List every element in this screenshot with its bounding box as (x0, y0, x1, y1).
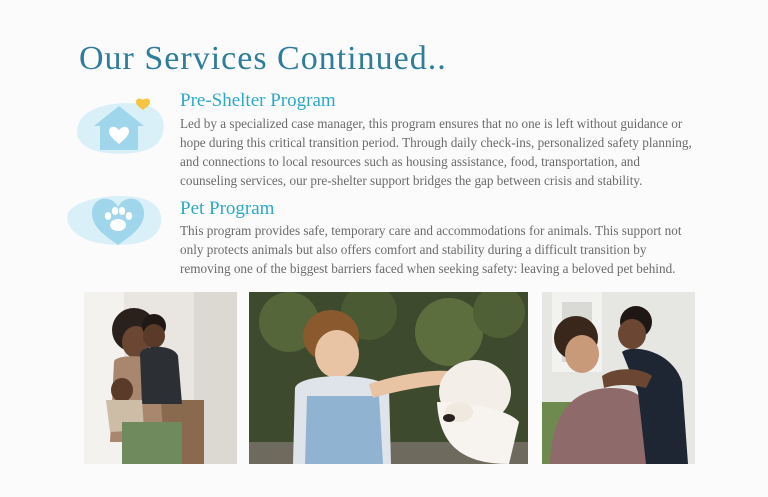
photo-mother-and-son (542, 292, 695, 464)
photo-mother-with-children (84, 292, 237, 464)
pre-shelter-program-description: Led by a specialized case manager, this program ensures that no one is left without guidance or hope during this critical transition period. Through daily check-ins, personalized safety planning, and connections to local resources such as housing assistance, food, transportation, and counseling services, our pre-shelter support bridges the gap between crisis and stability. (180, 116, 692, 188)
pet-program-title: Pet Program (180, 198, 275, 219)
paw-heart-icon (66, 191, 166, 249)
page-title: Our Services Continued.. (79, 40, 447, 77)
pet-program-description: This program provides safe, temporary care and accommodations for animals. This support not only protects animals but also offers comfort and stability during a difficult transition by removing one of the biggest barriers faced when seeking safety: leaving a beloved pet behind. (180, 223, 682, 276)
pre-shelter-program-title: Pre-Shelter Program (180, 90, 336, 111)
photo-child-with-puppy (249, 292, 528, 464)
house-heart-icon (72, 96, 168, 158)
